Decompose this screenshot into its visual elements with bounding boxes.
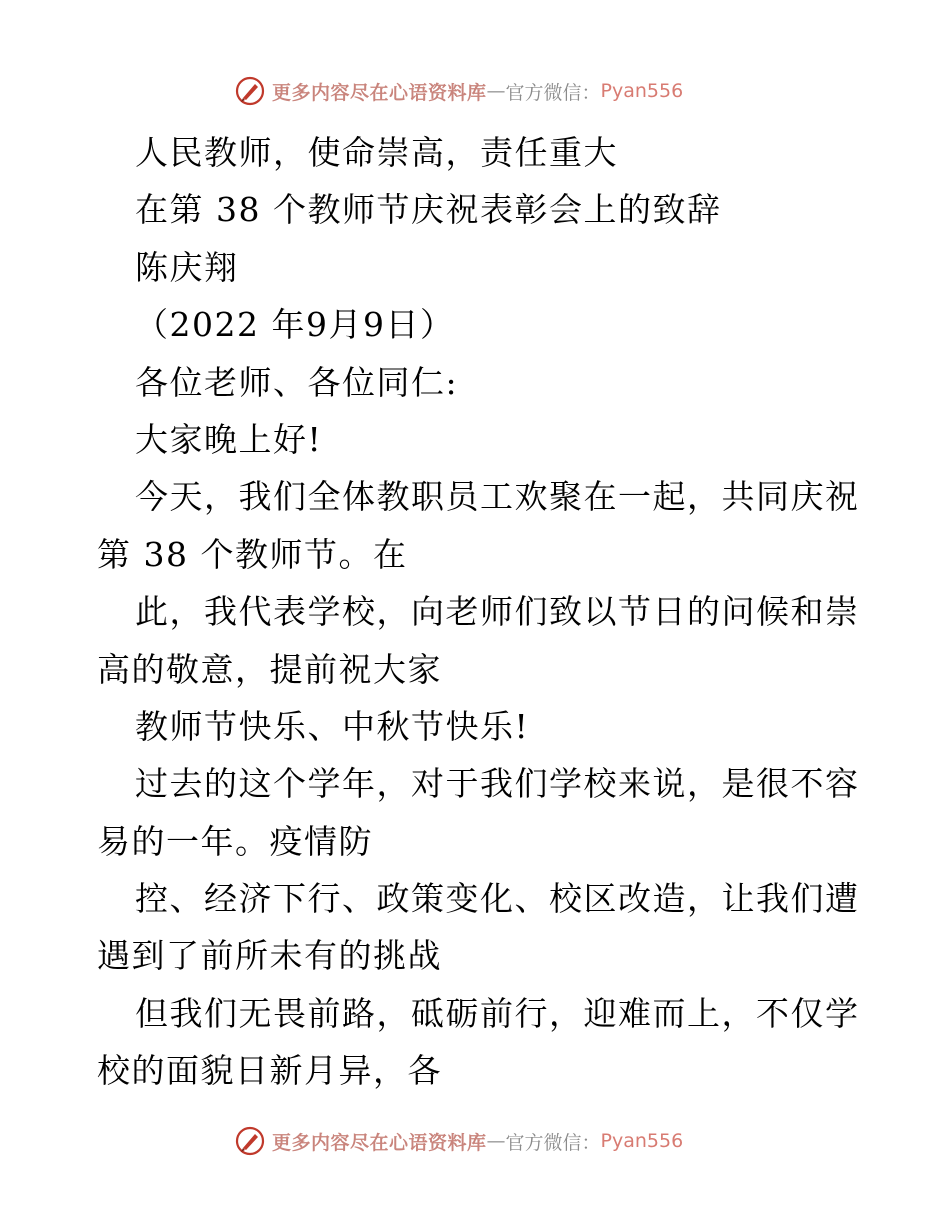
text-line: 此，我代表学校，向老师们致以节日的问候和崇 (135, 592, 860, 632)
text-line: 过去的这个学年，对于我们学校来说，是很不容 (135, 764, 860, 804)
text-line: 但我们无畏前路，砥砺前行，迎难而上，不仅学 (135, 993, 860, 1033)
text-line: 教师节快乐、中秋节快乐! (135, 706, 530, 746)
document-body (97, 124, 860, 1100)
text-line: 第 38 个教师节。在 (97, 534, 408, 574)
text-line: 陈庆翔 (135, 247, 239, 287)
text-line: 在第 38 个教师节庆祝表彰会上的致辞 (135, 190, 722, 230)
text-line: 人民教师，使命崇高，责任重大 (135, 133, 618, 172)
text-line: 易的一年。疫情防 (97, 821, 373, 861)
footer-watermark (234, 1124, 683, 1158)
watermark-wechat-id: Pyan556 (600, 1130, 684, 1152)
quill-logo-icon (234, 75, 266, 107)
watermark-wechat-id: Pyan556 (600, 80, 684, 102)
watermark-brand: 更多内容尽在心语资料库 (272, 1131, 487, 1154)
text-line: 今天，我们全体教职员工欢聚在一起，共同庆祝 (135, 477, 860, 517)
watermark-dash: — (486, 80, 506, 102)
text-line: （2022 年9月9日） (135, 305, 455, 345)
quill-logo-icon (234, 1125, 266, 1157)
text-line: 校的面貌日新月异，各 (97, 1051, 442, 1091)
text-line: 控、经济下行、政策变化、校区改造，让我们遭 (135, 879, 860, 919)
watermark-label: 官方微信： (505, 81, 601, 104)
text-line: 高的敬意，提前祝大家 (97, 649, 442, 689)
header-watermark (234, 74, 683, 108)
watermark-dash: — (486, 1130, 506, 1152)
watermark-label: 官方微信： (505, 1131, 601, 1154)
text-line: 各位老师、各位同仁: (135, 362, 459, 402)
watermark-brand: 更多内容尽在心语资料库 (272, 81, 487, 104)
text-line: 遇到了前所未有的挑战 (97, 936, 442, 976)
text-line: 大家晚上好! (135, 419, 323, 459)
